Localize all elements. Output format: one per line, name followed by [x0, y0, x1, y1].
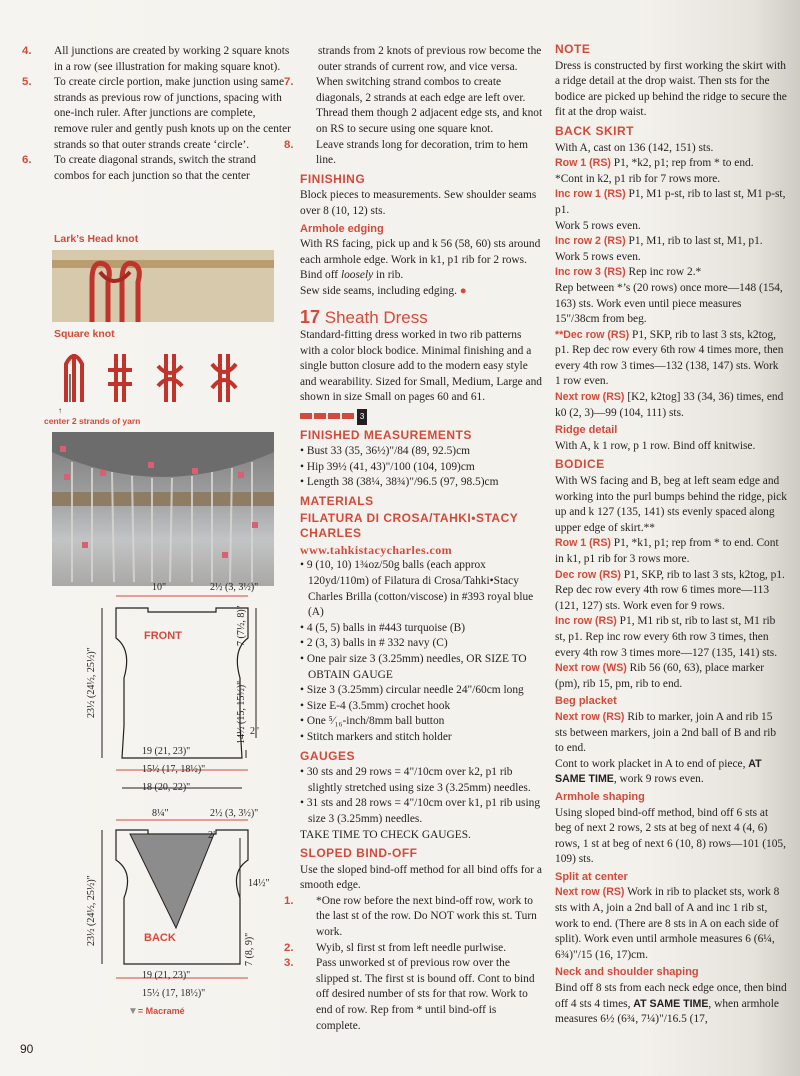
pattern-intro: Standard-fitting dress worked in two rib patterns with a color block bodice. Minimal finishing and a single button closure add to the modern easy style and wearability. Sized for Small, Medium, Large and shown in size Small on pages 60 and 61. — [300, 329, 542, 404]
back-armhole-depth: 7 (8, 9)" — [244, 932, 255, 966]
meas-length: • Length 38 (38¼, 38¾)"/96.5 (97, 98.5)cm — [300, 476, 499, 489]
inc-row-2: Inc row 2 (RS) P1, M1, rib to last st, M1, p1. — [555, 235, 763, 248]
square-knot-illustration — [60, 344, 274, 402]
ridge-text: With A, k 1 row, p 1 row. Bind off knitwise. — [555, 439, 756, 452]
note-heading: NOTE — [555, 42, 591, 56]
arrow-up-icon: ↑ — [58, 406, 62, 415]
front-rib-depth: 2" — [250, 726, 260, 737]
step-6-continued: strands from 2 knots of previous row become the outer strands of current row, and vice versa. — [318, 45, 542, 73]
gauge-note: TAKE TIME TO CHECK GAUGES. — [300, 828, 471, 841]
dec-row-skirt: **Dec row (RS) P1, SKP, rib to last 3 sts, k2tog, p1. Rep dec row every 6th row 4 times more, then every 4th row 3 times—132 (138, 147) sts. Work 1 row even. — [555, 328, 784, 388]
bodice-row-1: Row 1 (RS) P1, *k1, p1; rep from * to end. Cont in k1, p1 rib for 3 rows more. — [555, 537, 779, 565]
brand-url[interactable]: www.tahkistacycharles.com — [300, 542, 452, 557]
sloped-step-1: 1. *One row before the next bind-off row, work to the last st of the row. Do NOT work this st. Turn work. — [284, 894, 537, 939]
step-8: 8. Leave strands long for decoration, trim to hem line. — [284, 138, 528, 167]
front-top-width: 10" — [152, 582, 167, 593]
back-bust-width: 19 (21, 23)" — [142, 970, 191, 981]
placket-cont: Cont to work placket in A to end of piece, AT SAME TIME, work 9 rows even. — [555, 757, 762, 786]
step-6: 6. To create diagonal strands, switch the strand combos for each junction so that the center — [22, 154, 256, 182]
placket-next-row: Next row (RS) Rib to marker, join A and rib 15 sts between markers, join a 2nd ball of B and rib to end. — [555, 710, 777, 755]
next-row-skirt: Next row (RS) [K2, k2tog] 33 (34, 36) times, end k0 (2, 3)—99 (104, 111) sts. — [555, 391, 784, 419]
material-yarn-c: • 2 (3, 3) balls in # 332 navy (C) — [300, 637, 448, 650]
back-label: BACK — [144, 932, 176, 944]
macrame-photo — [52, 432, 274, 586]
skill-level: 3 — [300, 409, 543, 425]
finishing-text: Block pieces to measurements. Sew shoulder seams over 8 (10, 12) sts. — [300, 189, 537, 217]
armhole-shaping-heading: Armhole shaping — [555, 790, 645, 803]
gauges-heading: GAUGES — [300, 748, 356, 763]
material-yarn-a: • 9 (10, 10) 1¾oz/50g balls (each approx 120yd/110m) of Filatura di Crosa/Tahki•Stacy Charles Brilla (cotton/viscose) in #393 royal blue (A) — [300, 559, 534, 619]
front-armhole-depth: 7 (7½, 8)" — [236, 605, 247, 646]
front-hem-width: 18 (20, 22)" — [142, 782, 191, 793]
meas-bust: • Bust 33 (35, 36½)"/84 (89, 92.5)cm — [300, 445, 471, 458]
column-left — [22, 44, 292, 184]
side-seams-text: Sew side seams, including edging. ● — [300, 284, 467, 297]
material-button: • One ⁵⁄₁₆-inch/8mm ball button — [300, 715, 445, 728]
back-top-width: 8¼" — [152, 808, 169, 819]
front-total-length: 23½ (24½, 25½)" — [86, 647, 97, 718]
split-heading: Split at center — [555, 870, 628, 883]
rep-between: Rep between *’s (20 rows) once more—148 (154, 163) sts. Work even until piece measures 15"/38cm from beg. — [555, 281, 783, 326]
gauge-1: • 30 sts and 29 rows = 4"/10cm over k2, p1 rib slightly stretched using size 3 (3.25mm) needles. — [300, 766, 531, 794]
measurements-heading: FINISHED MEASUREMENTS — [300, 427, 472, 442]
cast-on: With A, cast on 136 (142, 151) sts. — [555, 141, 714, 154]
column-middle — [284, 44, 543, 1034]
macrame-legend: ▼= Macramé — [128, 1006, 185, 1017]
sloped-step-3: 3. Pass unworked st of previous row over the slipped st. The first st is bound off. Cont to bind off desired number of sts for that row. Work to end of row. Rep from * until bind-off is complete. — [284, 957, 535, 1032]
finishing-heading: FINISHING — [300, 171, 366, 186]
center-strands-caption: center 2 strands of yarn — [44, 416, 141, 426]
back-schematic — [80, 808, 290, 1024]
front-side-length: 14½ (15, 15½)" — [236, 680, 247, 744]
end-dot-icon: ● — [459, 284, 467, 297]
inc-row-bodice: Inc row (RS) P1, M1 rib st, rib to last st, M1 rib st, p1. Rep inc row every 6th row 3 times, then every 4th row 3 times more—127 (135, 141) sts. — [555, 615, 778, 659]
materials-heading: MATERIALS — [300, 494, 374, 509]
gauge-2: • 31 sts and 28 rows = 4"/10cm over k1, p1 rib using size 3 (3.25mm) needles. — [300, 797, 541, 825]
column-right — [555, 44, 787, 1028]
square-knot-caption: Square knot — [54, 328, 115, 340]
front-bust-width: 19 (21, 23)" — [142, 746, 191, 757]
row-1: Row 1 (RS) P1, *k2, p1; rep from * to end. — [555, 157, 754, 170]
back-shoulder-width: 2½ (3, 3½)" — [210, 808, 259, 819]
pattern-title: 17 Sheath Dress — [300, 306, 428, 327]
material-yarn-b: • 4 (5, 5) balls in #443 turquoise (B) — [300, 621, 466, 634]
note-text: Dress is constructed by first working the skirt with a ridge detail at the drop waist. Then sts for the bodice are picked up behind the ridge to secure the fit at the drop waist. — [555, 59, 787, 119]
next-row-ws: Next row (WS) Rib 56 (60, 63), place marker (pm), rib 15, pm, rib to end. — [555, 662, 765, 690]
step-7: 7. When switching strand combos to create diagonals, 2 strands at each edge are left over. Thread them though 2 adjacent edge sts, and knot on RS to secure using one square knot. — [284, 76, 543, 135]
material-circular: • Size 3 (3.25mm) circular needle 24"/60cm long — [300, 684, 524, 697]
back-total-length: 23½ (24½, 25½)" — [86, 875, 97, 946]
armhole-shaping-text: Using sloped bind-off method, bind off 6 sts at beg of next 2 rows, 2 sts at beg of next 4 (4, 6) rows, 1 st at beg of next 6 (10, 8) rows—101 (105, 109) sts. — [555, 806, 786, 866]
yarn-brand: FILATURA DI CROSA/TAHKI•STACY CHARLES — [300, 510, 519, 541]
page-number: 90 — [20, 1042, 34, 1056]
dec-row-bodice: Dec row (RS) P1, SKP, rib to last 3 sts, k2tog, p1. Rep dec row every 4th row 6 times more—113 (121, 127) sts. Work even for 9 rows. — [555, 568, 785, 612]
ridge-heading: Ridge detail — [555, 424, 618, 437]
back-neck-depth: 2" — [208, 830, 218, 841]
sloped-bindoff-heading: SLOPED BIND-OFF — [300, 846, 418, 861]
front-schematic — [80, 578, 290, 796]
inc-row-3: Inc row 3 (RS) Rep inc row 2.* — [555, 266, 702, 279]
neck-shaping-heading: Neck and shoulder shaping — [555, 966, 699, 979]
work-even-1: Work 5 rows even. — [555, 219, 641, 232]
material-hook: • Size E-4 (3.5mm) crochet hook — [300, 699, 451, 712]
back-side-length: 14½" — [248, 878, 270, 889]
bodice-heading: BODICE — [555, 457, 605, 472]
front-shoulder-width: 2½ (3, 3½)" — [210, 582, 259, 593]
back-waist-width: 15½ (17, 18½)" — [142, 988, 206, 999]
armhole-edging-text: With RS facing, pick up and k 56 (58, 60) sts around each armhole edge. Work in k1, p1 rib for 2 rows. Bind off loosely in rib. — [300, 238, 541, 282]
triangle-icon: ▼ — [128, 1006, 138, 1017]
meas-hip: • Hip 39½ (41, 43)"/100 (104, 109)cm — [300, 460, 475, 473]
front-waist-width: 15½ (17, 18½)" — [142, 764, 206, 775]
inc-row-1: Inc row 1 (RS) P1, M1 p-st, rib to last st, M1 p-st, p1. — [555, 188, 786, 216]
step-5: 5. To create circle portion, make junction using same strands as previous row of junctions, spacing with one-inch ruler. After junctions are complete, remove ruler and gently push knots up on the center strands so that outer strands create ‘circle’. — [22, 76, 291, 151]
cont-rib: *Cont in k2, p1 rib for 7 rows more. — [555, 172, 721, 185]
bodice-text: With WS facing and B, beg at left seam edge and working into the purl bumps behind the ridge, pick up and k 127 (135, 141) sts evenly spaced along upper edge of skirt.** — [555, 475, 787, 534]
armhole-edging-heading: Armhole edging — [300, 222, 384, 235]
step-4: 4. All junctions are created by working 2 square knots in a row (see illustration for making square knot). — [22, 45, 290, 73]
sloped-bindoff-text: Use the sloped bind-off method for all bind offs for a smooth edge. — [300, 863, 542, 892]
placket-heading: Beg placket — [555, 695, 617, 708]
larks-head-illustration — [52, 250, 274, 322]
back-skirt-heading: BACK SKIRT — [555, 123, 634, 138]
material-needles: • One pair size 3 (3.25mm) needles, OR SIZE TO OBTAIN GAUGE — [300, 652, 527, 681]
neck-shaping-text: Bind off 8 sts from each neck edge once, then bind off 4 sts 4 times, AT SAME TIME, when armhole measures 6½ (6¾, 7¼)"/16.5 (17, — [555, 982, 787, 1026]
larks-head-caption: Lark’s Head knot — [54, 233, 139, 245]
split-next-row: Next row (RS) Work in rib to placket sts, work 8 sts with A, join a 2nd ball of A and inc 1 rib st, work to end. (There are 8 sts in A on each side of split). Work even until armhole measures 6 (6¼, 6¾)"/15 (16, 17)cm. — [555, 886, 780, 961]
sloped-step-2: 2. Wyib, sl first st from left needle purlwise. — [284, 941, 507, 954]
work-even-2: Work 5 rows even. — [555, 250, 641, 263]
skill-bar-icon — [300, 413, 354, 419]
material-markers: • Stitch markers and stitch holder — [300, 730, 452, 743]
front-label: FRONT — [144, 630, 182, 642]
